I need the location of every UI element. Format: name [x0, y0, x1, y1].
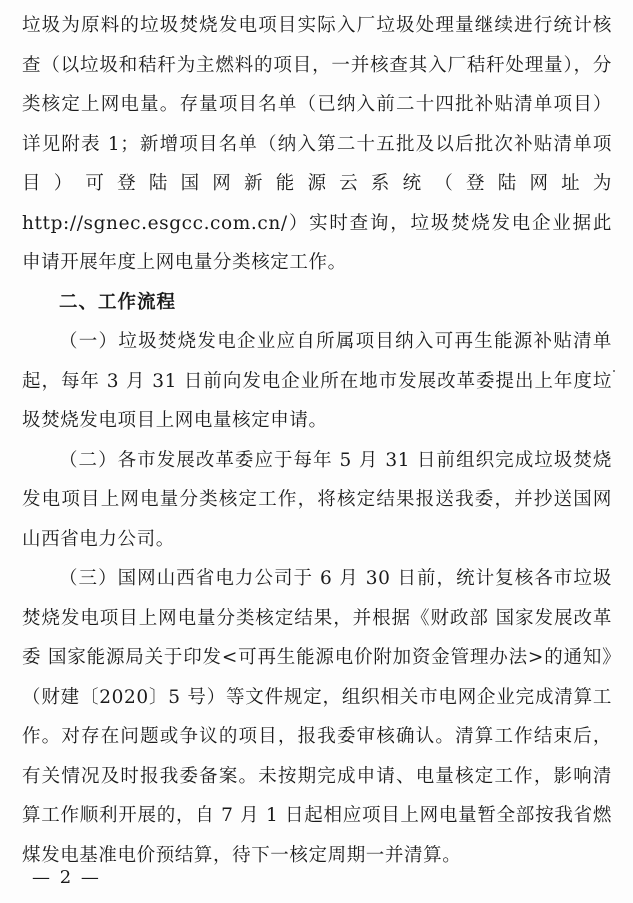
workflow-item-1: （一）垃圾焚烧发电企业应自所属项目纳入可再生能源补贴清单起，每年 3 月 31 日前向发电企业所在地市发展改革委提出上年度垃圾焚烧发电项目上网电量核定申请。 [22, 331, 612, 431]
workflow-item-3: （三）国网山西省电力公司于 6 月 30 日前，统计复核各市垃圾焚烧发电项目上网电量分类核定结果，并根据《财政部 国家发展改革委 国家能源局关于印发<可再生能源电价附加资金管理办法>的通知》（财建〔2020〕5 号）等文件规定，组织相关市电网企业完成清算工作。对存在问题或争议的项目，报我委审核确认。清算工作结束后，有关情况及时报我委备案。未按期完成申请、电量核定工作，影响清算工作顺利开展的，自 7 月 1 日起相应项目上网电量暂全部按我省燃煤发电基准电价预结算，待下一核定周期一并清算。 [22, 568, 612, 866]
workflow-item-2: （二）各市发展改革委应于每年 5 月 31 日前组织完成垃圾焚烧发电项目上网电量分类核定工作，将核定结果报送我委，并抄送国网山西省电力公司。 [22, 449, 612, 550]
section-heading: 二、工作流程 [59, 291, 177, 313]
document-body [22, 6, 612, 875]
continued-paragraph: 垃圾为原料的垃圾焚烧发电项目实际入厂垃圾处理量继续进行统计核查（以垃圾和秸秆为主燃料的项目，一并核查其入厂秸秆处理量），分类核定上网电量。存量项目名单（已纳入前二十四批补贴清单项目）详见附表 1；新增项目名单（纳入第二十五批及以后批次补贴清单项目）可登陆国网新能源云系统（登陆网址为 http://sgnec.esgcc.com.cn/）实时查询，垃圾焚烧发电企业据此申请开展年度上网电量分类核定工作。 [22, 15, 612, 273]
page-number: — 2 — [32, 867, 101, 888]
scan-artifact-dot [613, 370, 615, 372]
